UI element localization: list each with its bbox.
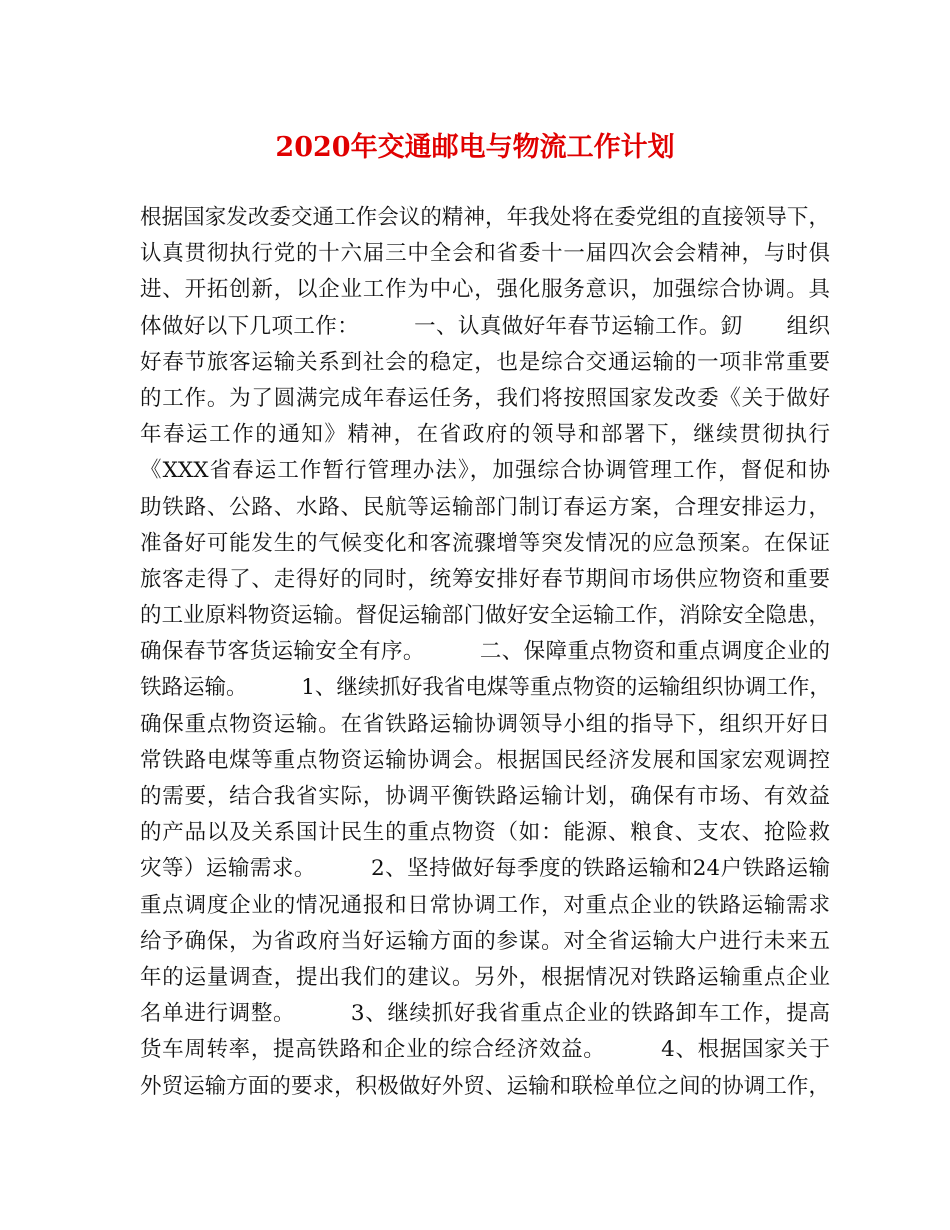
body-line: 《XXX省春运工作暂行管理办法》，加强综合协调管理工作，督促和协 xyxy=(140,458,830,484)
body-line: 的需要，结合我省实际，协调平衡铁路运输计划，确保有市场、有效益 xyxy=(140,784,830,809)
body-line: 认真贯彻执行党的十六届三中全会和省委十一届四次会会精神，与时俱 xyxy=(140,241,830,267)
body-line: 体做好以下几项工作： 一、认真做好年春节运输工作。釖 组织 xyxy=(140,313,830,339)
body-line: 给予确保，为省政府当好运输方面的参谋。对全省运输大户进行未来五 xyxy=(140,928,830,954)
body-line: 准备好可能发生的气候变化和客流骤增等突发情况的应急预案。在保证 xyxy=(140,530,830,556)
document-title: 2020年交通邮电与物流工作计划 xyxy=(275,132,675,163)
body-line: 年春运工作的通知》精神，在省政府的领导和部署下，继续贯彻执行 xyxy=(140,422,830,448)
body-line: 助铁路、公路、水路、民航等运输部门制订春运方案，合理安排运力， xyxy=(140,494,830,520)
body-line: 的产品以及关系国计民生的重点物资（如：能源、粮食、支农、抢险救 xyxy=(140,820,830,846)
body-line: 确保春节客货运输安全有序。 二、保障重点物资和重点调度企业的 xyxy=(140,639,830,665)
body-line: 货车周转率，提高铁路和企业的综合经济效益。 4、根据国家关于 xyxy=(140,1037,830,1063)
body-line: 名单进行调整。 3、继续抓好我省重点企业的铁路卸车工作，提高 xyxy=(140,1001,830,1027)
body-line: 重点调度企业的情况通报和日常协调工作，对重点企业的铁路运输需求 xyxy=(140,892,830,918)
body-line: 铁路运输。 1、继续抓好我省电煤等重点物资的运输组织协调工作， xyxy=(140,675,831,701)
body-line: 的工业原料物资运输。督促运输部门做好安全运输工作，消除安全隐患， xyxy=(140,603,830,629)
body-line: 年的运量调查，提出我们的建议。另外，根据情况对铁路运输重点企业 xyxy=(140,964,830,990)
body-line: 旅客走得了、走得好的同时，统筹安排好春节期间市场供应物资和重要 xyxy=(140,566,830,592)
body-line: 好春节旅客运输关系到社会的稳定，也是综合交通运输的一项非常重要 xyxy=(140,349,830,375)
body-line: 根据国家发改委交通工作会议的精神，年我处将在委党组的直接领导下， xyxy=(140,205,830,230)
document-body xyxy=(140,200,830,1105)
body-line: 进、开拓创新，以企业工作为中心，强化服务意识，加强综合协调。具 xyxy=(140,277,830,303)
body-line: 确保重点物资运输。在省铁路运输协调领导小组的指导下，组织开好日 xyxy=(140,711,830,737)
body-line: 常铁路电煤等重点物资运输协调会。根据国民经济发展和国家宏观调控 xyxy=(140,747,830,773)
body-line: 灾等）运输需求。 2、坚持做好每季度的铁路运输和24户铁路运输 xyxy=(140,856,830,882)
body-line: 外贸运输方面的要求，积极做好外贸、运输和联检单位之间的协调工作， xyxy=(140,1073,830,1099)
body-line: 的工作。为了圆满完成年春运任务，我们将按照国家发改委《关于做好 xyxy=(140,385,830,411)
